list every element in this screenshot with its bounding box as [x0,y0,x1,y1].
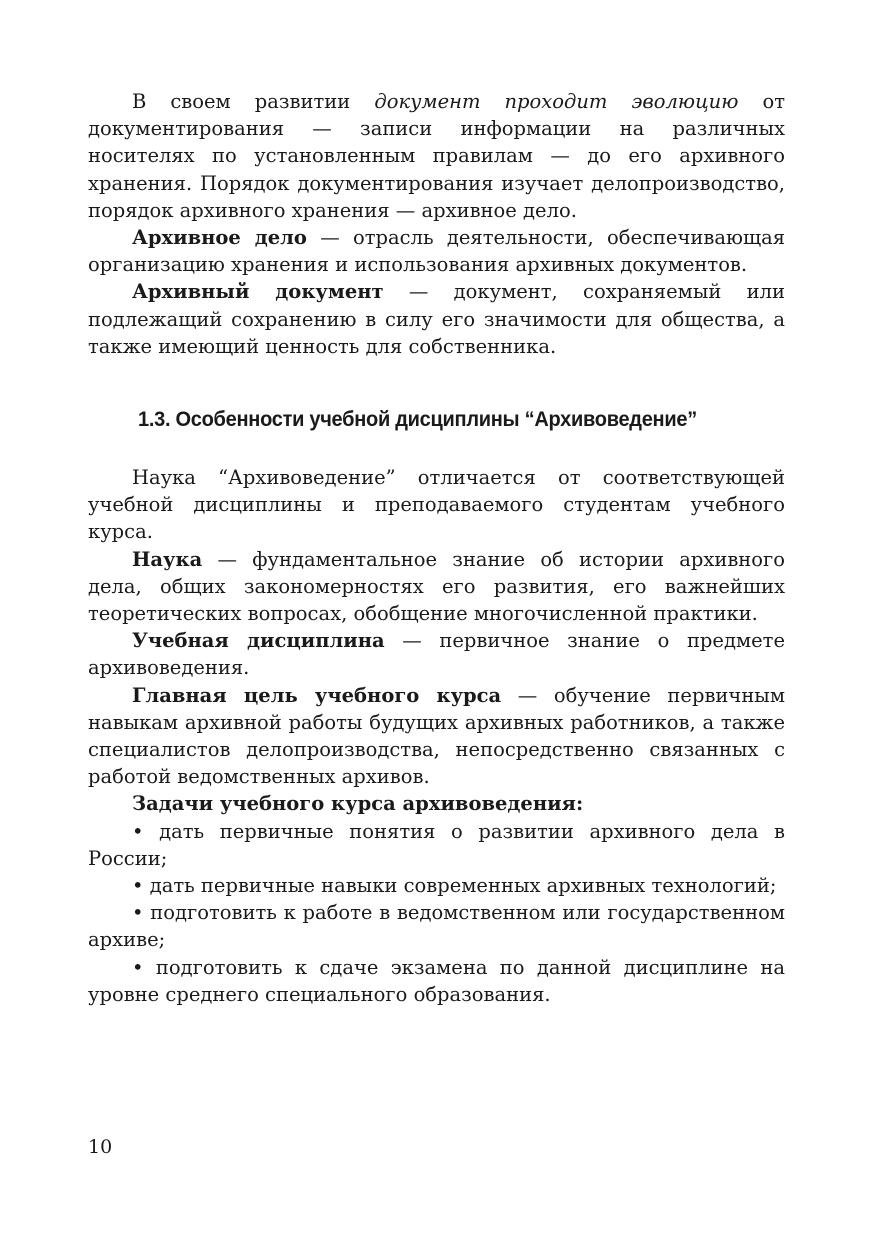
task-item: • подготовить к сдаче экзамена по данной дисциплине на уровне среднего специального образования. [88,955,785,1006]
section-heading: 1.3. Особенности учебной дисциплины “Архивоведение” [138,407,697,432]
task-item: • дать первичные понятия о развитии архивного дела в России; [88,819,785,870]
definition-text: — первичное знание о предмете архивоведения. [88,629,785,680]
definition-course-goal [88,682,785,791]
definition-archival-affairs [88,224,785,278]
defined-term: Главная цель учебного курса [132,683,502,707]
definition-text: — обучение первичным навыкам архивной работы будущих архивных работников, а также специалистов делопроизводства, непосредственно связанных с работой ведомственных архивов. [88,683,785,789]
paragraph-document-evolution [88,88,785,224]
paragraph-rest: от документирования — записи информации на различных носителях по установленным правилам — до его архивного хранения. Порядок документирования изучает делопроизводство, порядок архивного хранения — архивное дело. [88,90,785,222]
defined-term: Архивное дело [132,226,307,250]
definition-archival-document [88,278,785,360]
definition-text: — отрасль деятельности, обеспечивающая организацию хранения и использования архивных документов. [88,226,785,277]
tasks-title: Задачи учебного курса архивоведения: [132,792,584,816]
paragraph-text: Наука “Архивоведение” отличается от соответствующей учебной дисциплины и преподаваемого студентам учебного курса. [88,466,785,544]
definition-discipline [88,627,785,681]
definition-science [88,546,785,628]
tasks-heading [88,790,785,817]
task-item: • подготовить к работе в ведомственном или государственном архиве; [88,901,785,952]
page-body [88,88,785,1008]
emphasis-phrase: документ проходит эволюцию [374,90,739,113]
defined-term: Архивный документ [132,280,384,304]
paragraph-lead: В своем развитии [132,90,375,113]
defined-term: Наука [132,547,203,571]
defined-term: Учебная дисциплина [132,629,385,653]
page-number: 10 [88,1136,113,1158]
task-item: • дать первичные навыки современных архивных технологий; [132,874,777,898]
definition-text: — документ, сохраняемый или подлежащий сохранению в силу его значимости для общества, а также имеющий ценность для собственника. [88,280,785,358]
definition-text: — фундаментальное знание об истории архивного дела, общих закономерностях его развития, его важнейших теоретических вопросах, обобщение многочисленной практики. [88,547,785,626]
paragraph-science-vs-discipline [88,464,785,546]
